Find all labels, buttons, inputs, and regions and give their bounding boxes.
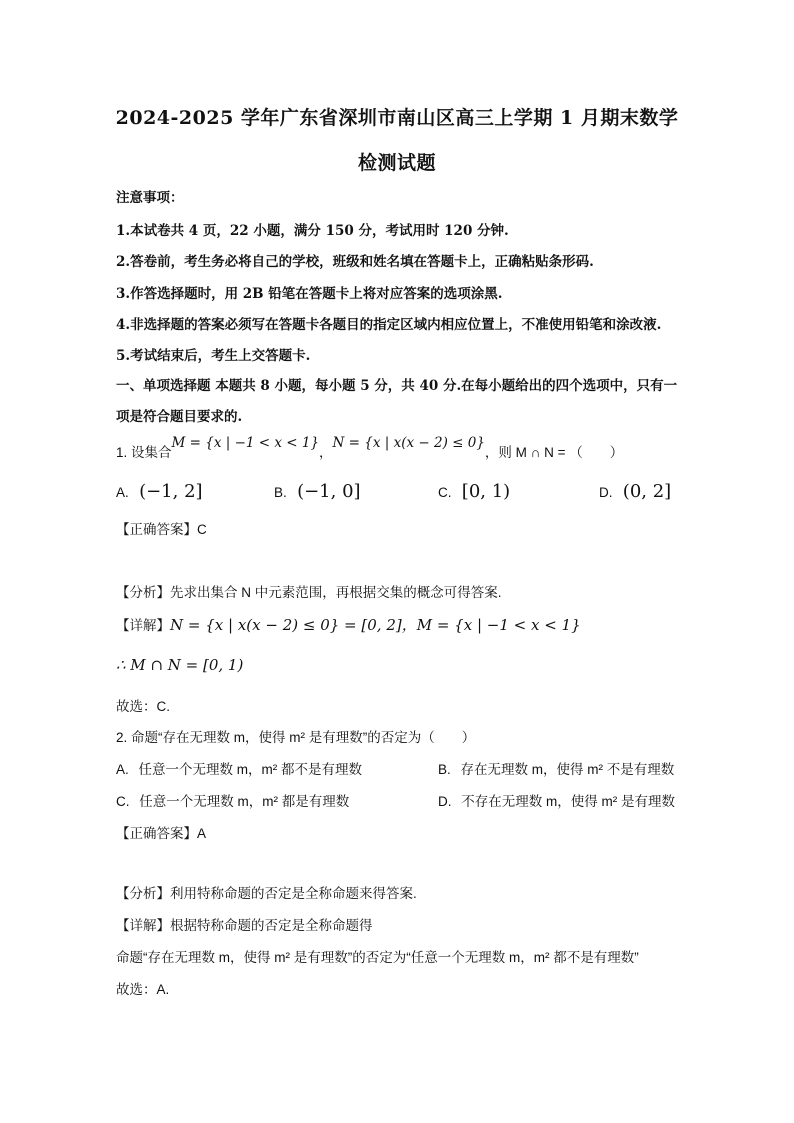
note-item-3: 3.作答选择题时，用 2B 铅笔在答题卡上将对应答案的选项涂黑. [116, 286, 503, 302]
note-item-1: 1.本试卷共 4 页，22 小题，满分 150 分，考试用时 120 分钟. [116, 223, 509, 239]
q1-option-a [116, 481, 203, 502]
q2-analysis: 【分析】利用特称命题的否定是全称命题来得答案. [116, 886, 417, 901]
q1-option-a-label: A. [116, 485, 129, 500]
q2-conclusion: 故选：A. [116, 982, 170, 997]
q1-option-d [599, 481, 671, 502]
q1-option-b-label: B. [274, 485, 287, 500]
q2-option-a [116, 758, 362, 778]
q2-detail: 【详解】根据特称命题的否定是全称命题得 [116, 918, 373, 933]
notes-heading: 注意事项： [116, 190, 184, 206]
q2-option-d-value: 不存在无理数 m，使得 m² 是有理数 [461, 794, 676, 809]
q1-option-a-value: (−1, 2] [139, 481, 203, 502]
q1-detail-tag: 【详解】 [116, 618, 170, 633]
q1-detail [116, 614, 581, 635]
q1-analysis: 【分析】先求出集合 N 中元素范围，再根据交集的概念可得答案. [116, 585, 502, 600]
q1-conclusion: 故选：C. [116, 699, 170, 714]
q1-option-d-value: (0, 2] [622, 481, 672, 502]
document-title-line2: 检测试题 [357, 152, 436, 174]
q1-ask: ，则 M ∩ N = （ ） [484, 445, 624, 460]
q1-therefore: ∴ M ∩ N = [0, 1) [116, 656, 244, 674]
q2-option-c-label: C. [116, 794, 130, 809]
q1-set-n: N = {x | x(x − 2) ≤ 0} [332, 435, 485, 451]
q2-option-d-label: D. [438, 794, 452, 809]
q1-option-b [274, 481, 361, 502]
section-heading-line1: 一、单项选择题 本题共 8 小题，每小题 5 分，共 40 分.在每小题给出的四个选项中，只有一 [116, 378, 678, 394]
q1-set-m: M = {x | −1 < x < 1} [171, 435, 320, 451]
note-item-2: 2.答卷前，考生务必将自己的学校，班级和姓名填在答题卡上，正确粘贴条形码. [116, 254, 594, 270]
q1-answer: 【正确答案】C [116, 522, 207, 537]
q1-stem [116, 435, 624, 461]
document-title-line1: 2024-2025 学年广东省深圳市南山区高三上学期 1 月期末数学 [115, 107, 679, 129]
q2-option-c-value: 任意一个无理数 m，m² 都是有理数 [139, 794, 350, 809]
note-item-5: 5.考试结束后，考生上交答题卡. [116, 348, 311, 364]
q2-option-a-label: A. [116, 762, 129, 777]
q2-answer: 【正确答案】A [116, 826, 207, 841]
q1-option-c-label: C. [438, 485, 452, 500]
q2-option-b [438, 758, 674, 778]
q1-detail-math: N = {x | x(x − 2) ≤ 0} = [0, 2]，M = {x | −1 < x < 1} [170, 616, 581, 634]
q2-option-c [116, 790, 349, 810]
section-heading-line2: 项是符合题目要求的. [116, 409, 243, 425]
q2-stem: 2. 命题“存在无理数 m，使得 m² 是有理数”的否定为（ ） [116, 730, 476, 745]
q2-option-b-value: 存在无理数 m，使得 m² 不是有理数 [460, 762, 675, 777]
note-item-4: 4.非选择题的答案必须写在答题卡各题目的指定区域内相应位置上，不准使用铅笔和涂改液. [116, 317, 662, 333]
q2-option-b-label: B. [438, 762, 451, 777]
q1-option-d-label: D. [599, 485, 613, 500]
q2-option-a-value: 任意一个无理数 m，m² 都不是有理数 [138, 762, 363, 777]
q1-prefix: 1. 设集合 [116, 445, 172, 460]
q1-option-b-value: (−1, 0] [297, 481, 361, 502]
q2-option-d [438, 790, 675, 810]
q1-option-c [438, 481, 510, 502]
q1-option-c-value: [0, 1) [461, 481, 511, 502]
q1-sep: ， [319, 445, 333, 461]
q2-detail-line2: 命题“存在无理数 m，使得 m² 是有理数”的否定为“任意一个无理数 m，m² 都不是有理数” [116, 950, 639, 965]
